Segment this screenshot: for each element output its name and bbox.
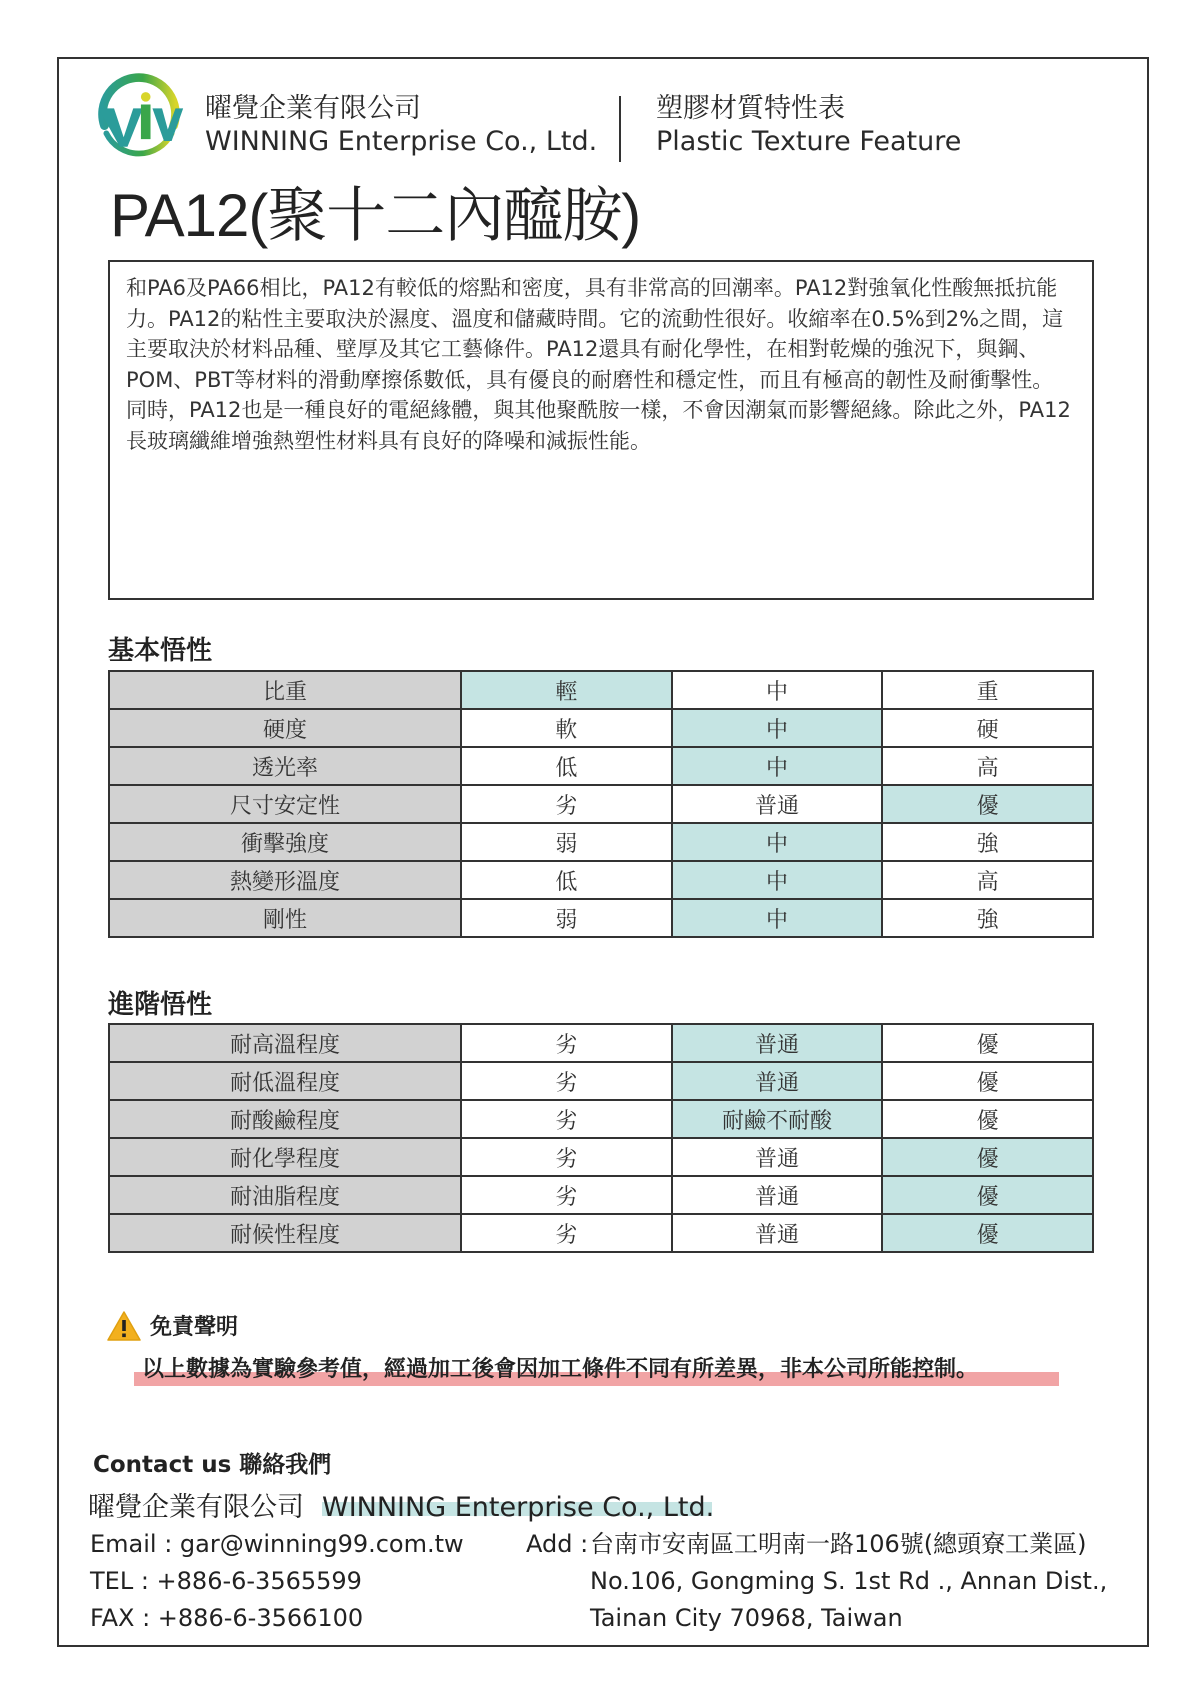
property-value-selected: 中 [672,823,883,861]
property-value-selected: 普通 [672,1024,883,1062]
contact-company-zh: 曜覺企業有限公司 [88,1492,304,1523]
contact-address-label: Add : [526,1530,589,1558]
property-value: 劣 [461,1214,672,1252]
property-value-selected: 中 [672,861,883,899]
property-value-selected: 普通 [672,1062,883,1100]
sheet-name [656,92,961,158]
property-label: 剛性 [109,899,461,937]
table-row [109,1100,1093,1138]
property-label: 硬度 [109,709,461,747]
property-value: 劣 [461,1176,672,1214]
property-value: 強 [882,899,1093,937]
property-value: 優 [882,1024,1093,1062]
property-value: 普通 [672,1138,883,1176]
advanced-section-title: 進階悟性 [108,990,213,1020]
property-value: 普通 [672,1176,883,1214]
property-value: 劣 [461,1024,672,1062]
property-value: 普通 [672,1214,883,1252]
table-row [109,671,1093,709]
sheet-name-zh: 塑膠材質特性表 [656,93,845,124]
table-row [109,899,1093,937]
contact-tel: TEL : +886-6-3565599 [90,1567,362,1595]
contact-company [88,1485,732,1524]
property-value: 中 [672,671,883,709]
company-name-zh: 曜覺企業有限公司 [205,93,421,124]
contact-fax: FAX : +886-6-3566100 [90,1604,364,1632]
table-row [109,823,1093,861]
property-label: 耐候性程度 [109,1214,461,1252]
header-divider [619,96,621,162]
table-row [109,1176,1093,1214]
contact-address-line1: 台南市安南區工明南一路106號(總頭寮工業區) [590,1530,1087,1558]
property-value: 硬 [882,709,1093,747]
property-value: 軟 [461,709,672,747]
table-row [109,709,1093,747]
property-value-selected: 優 [882,785,1093,823]
basic-section-title: 基本悟性 [108,636,213,666]
property-label: 耐化學程度 [109,1138,461,1176]
property-value: 劣 [461,1138,672,1176]
property-value-selected: 中 [672,899,883,937]
property-value: 重 [882,671,1093,709]
property-value: 劣 [461,785,672,823]
property-value: 劣 [461,1100,672,1138]
property-label: 比重 [109,671,461,709]
property-value-selected: 優 [882,1214,1093,1252]
property-value-selected: 優 [882,1176,1093,1214]
contact-address-line2: No.106, Gongming S. 1st Rd ., Annan Dist., [590,1567,1108,1595]
sheet-name-en: Plastic Texture Feature [656,126,962,157]
property-label: 透光率 [109,747,461,785]
property-value: 高 [882,747,1093,785]
company-name [205,92,597,158]
property-value: 強 [882,823,1093,861]
property-value: 弱 [461,823,672,861]
property-label: 耐高溫程度 [109,1024,461,1062]
table-row [109,1214,1093,1252]
property-value-selected: 優 [882,1138,1093,1176]
table-row [109,1024,1093,1062]
warning-icon [106,1310,142,1342]
contact-address-line3: Tainan City 70968, Taiwan [590,1604,903,1632]
property-label: 耐油脂程度 [109,1176,461,1214]
property-value: 優 [882,1062,1093,1100]
description-box: 和PA6及PA66相比，PA12有較低的熔點和密度，具有非常高的回潮率。PA12對強氧化性酸無抵抗能力。PA12的粘性主要取決於濕度、溫度和儲藏時間。它的流動性很好。收縮率在0.5%到2%之間，這主要取決於材料品種、壁厚及其它工藝條件。PA12還具有耐化學性，在相對乾燥的強況下，與鋼、POM、PBT等材料的滑動摩擦係數低，具有優良的耐磨性和穩定性，而且有極高的韌性及耐衝擊性。 同時，PA12也是一種良好的電絕緣體，與其他聚酰胺一樣，不會因潮氣而影響絕緣。除此之外，PA12長玻璃纖維增強熱塑性材料具有良好的降噪和減振性能。 [108,260,1094,600]
property-value-selected: 中 [672,709,883,747]
property-value: 優 [882,1100,1093,1138]
property-label: 衝擊強度 [109,823,461,861]
property-value: 普通 [672,785,883,823]
company-name-en: WINNING Enterprise Co., Ltd. [205,126,598,157]
property-value: 高 [882,861,1093,899]
advanced-properties-table [108,1023,1094,1253]
table-row [109,785,1093,823]
property-value: 低 [461,861,672,899]
property-label: 耐低溫程度 [109,1062,461,1100]
contact-company-en: WINNING Enterprise Co., Ltd. [322,1492,715,1523]
table-row [109,1138,1093,1176]
page-title: PA12(聚十二內醯胺) [110,182,641,249]
contact-email: Email : gar@winning99.com.tw [90,1530,464,1558]
contact-left [90,1526,464,1637]
property-label: 耐酸鹼程度 [109,1100,461,1138]
contact-address [590,1526,1107,1637]
property-label: 尺寸安定性 [109,785,461,823]
property-value-selected: 輕 [461,671,672,709]
property-value-selected: 耐鹼不耐酸 [672,1100,883,1138]
contact-title: Contact us 聯絡我們 [93,1452,332,1478]
table-row [109,1062,1093,1100]
property-label: 熱變形溫度 [109,861,461,899]
table-row [109,747,1093,785]
disclaimer-title: 免責聲明 [150,1315,239,1340]
property-value-selected: 中 [672,747,883,785]
property-value: 低 [461,747,672,785]
table-row [109,861,1093,899]
property-value: 弱 [461,899,672,937]
property-value: 劣 [461,1062,672,1100]
winning-logo-icon [91,70,187,166]
basic-properties-table [108,670,1094,938]
disclaimer-text: 以上數據為實驗參考值，經過加工後會因加工條件不同有所差異，非本公司所能控制。 [142,1357,979,1382]
